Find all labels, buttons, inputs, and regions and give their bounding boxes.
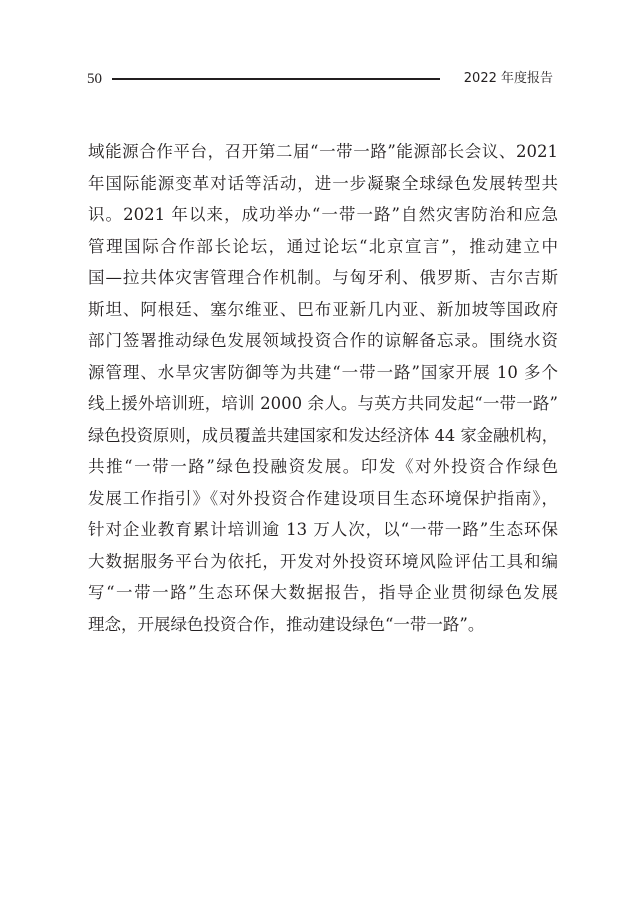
header-rule <box>112 78 440 80</box>
text-line: 域能源合作平台，召开第二届“一带一路”能源部长会议、2021 <box>88 142 558 161</box>
text-line: 针对企业教育累计培训逾 13 万人次，以“一带一路”生态环保 <box>88 520 558 539</box>
text-line: 管理国际合作部长论坛，通过论坛“北京宣言”，推动建立中 <box>88 236 558 256</box>
text-line: 线上援外培训班，培训 2000 余人。与英方共同发起“一带一路” <box>88 394 558 413</box>
page-number: 50 <box>87 71 102 87</box>
text-line: 部门签署推动绿色发展领域投资合作的谅解备忘录。围绕水资 <box>88 331 558 350</box>
report-title: 2022 年度报告 <box>463 71 553 86</box>
text-line: 国—拉共体灾害管理合作机制。与匈牙利、俄罗斯、吉尔吉斯 <box>88 268 558 287</box>
page-header <box>87 68 553 90</box>
text-line-last: 理念，开展绿色投资合作，推动建设绿色“一带一路”。 <box>88 614 485 634</box>
text-line: 识。2021 年以来，成功举办“一带一路”自然灾害防治和应急 <box>88 205 558 224</box>
text-line: 发展工作指引》《对外投资合作建设项目生态环境保护指南》， <box>88 488 558 508</box>
text-line: 源管理、水旱灾害防御等为共建“一带一路”国家开展 10 多个 <box>88 362 558 382</box>
text-line: 年国际能源变革对话等活动，进一步凝聚全球绿色发展转型共 <box>88 173 558 193</box>
text-line: 写“一带一路”生态环保大数据报告，指导企业贯彻绿色发展 <box>88 583 558 602</box>
text-line: 共推“一带一路”绿色投融资发展。印发《对外投资合作绿色 <box>88 457 558 476</box>
text-line: 大数据服务平台为依托，开发对外投资环境风险评估工具和编 <box>88 551 558 571</box>
body-paragraph <box>88 136 558 640</box>
text-line: 斯坦、阿根廷、塞尔维亚、巴布亚新几内亚、新加坡等国政府 <box>88 299 558 319</box>
text-line: 绿色投资原则，成员覆盖共建国家和发达经济体 44 家金融机构， <box>88 425 558 445</box>
